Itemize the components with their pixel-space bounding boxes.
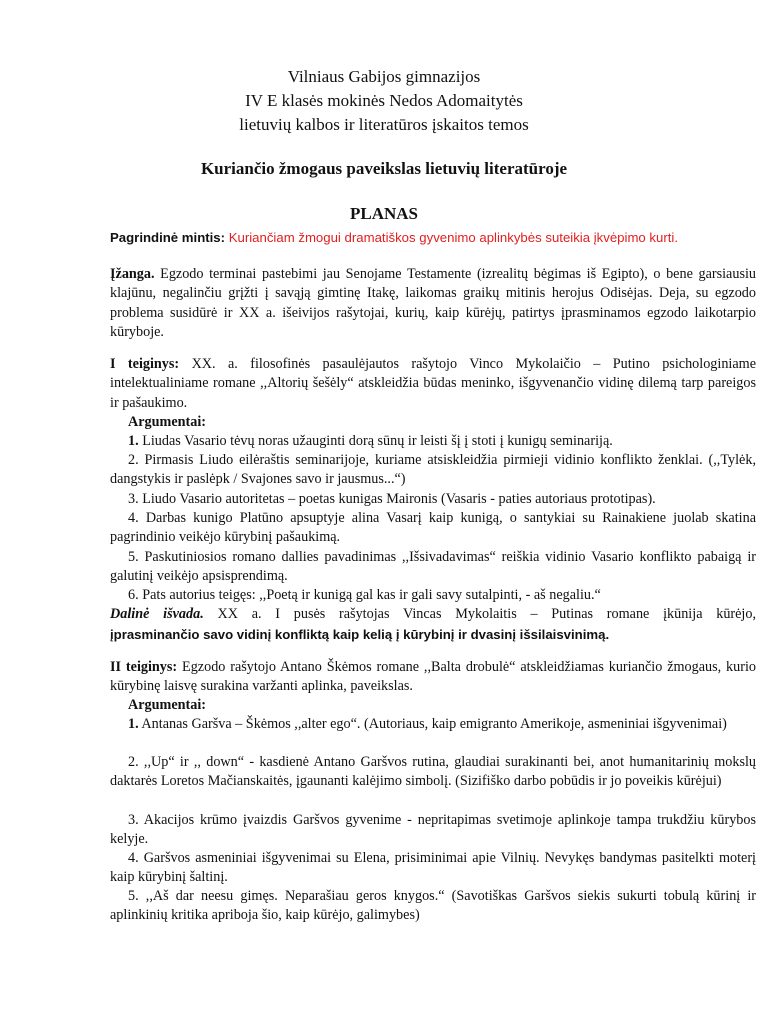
header-subject: lietuvių kalbos ir literatūros įskaitos temos — [239, 115, 529, 134]
plan-title: PLANAS — [349, 204, 418, 223]
thesis2-paragraph — [110, 658, 756, 697]
thesis2-arg-4: 4. Garšvos asmeniniai išgyvenimai su Elena, prisiminimai apie Vilnių. Nevykęs bandymas pasitelkti moterį kaip kūrybinį šaltinį. — [110, 850, 756, 886]
thesis1-args-label: Argumentai: — [128, 414, 207, 430]
thesis1-arg-3: 3. Liudo Vasario autoritetas – poetas kunigas Maironis (Vasaris - paties autoriaus prototipas). — [128, 491, 656, 507]
thesis1-arg-5: 5. Paskutiniosios romano dallies pavadinimas ,,Išsivadavimas“ reiškia vidinio Vasario konflikto pabaigą ir galutinį veikėjo apsisprendimą. — [110, 549, 756, 585]
thesis1-label: I teiginys: — [110, 356, 180, 372]
conclusion-text: XX a. I pusės rašytojas Vincas Mykolaitis – Putinas romane įkūnija kūrėjo, — [217, 606, 757, 622]
intro-paragraph — [110, 265, 756, 342]
topic-title: Kuriančio žmogaus paveikslas lietuvių literatūroje — [200, 159, 568, 178]
thesis1-arg-2: 2. Pirmasis Liudo eilėraštis seminarijoje, kuriame atsiskleidžia pirmieji vidinio konflikto ženklai. (,,Tylėk, dangstykis ir paslėpk / Svajones savo ir jausmus...“) — [110, 452, 756, 488]
intro-label: Įžanga. — [110, 266, 155, 282]
main-idea — [110, 228, 756, 247]
thesis1-text: XX. a. filosofinės pasaulėjautos rašytojo Vinco Mykolaičio – Putino psichologiniame intelektualiniame romane ,,Altorių šešėly“ atskleidžia būdas meninko, išgyvenančio vidinę dilemą tarp pareigos ir pašaukimo. — [110, 356, 756, 411]
thesis1-conclusion-bold: įprasminančio savo vidinį konfliktą kaip kelią į kūrybinį ir dvasinį išsilaisvinimą. — [110, 627, 610, 642]
thesis2-args-label: Argumentai: — [128, 697, 207, 713]
thesis1-arg-1: 1. Liudas Vasario tėvų noras užauginti dorą sūnų ir leisti šį į stoti į kunigų seminariją. — [128, 433, 613, 449]
thesis1-paragraph — [110, 355, 756, 413]
thesis2-text: Egzodo rašytojo Antano Škėmos romane ,,Balta drobulė“ atskleidžiamas kuriančio žmogaus, kurio kūrybinę laisvę surakina varžanti aplinka, paveikslas. — [110, 659, 757, 695]
thesis2-arg-3: 3. Akacijos krūmo įvaizdis Garšvos gyvenime - nepritapimas svetimoje aplinkoje tampa trukdžiu kūrybos kelyje. — [110, 812, 756, 848]
thesis2-arg-5: 5. ,,Aš dar neesu gimęs. Neparašiau geros knygos.“ (Savotiškas Garšvos siekis sukurti tobulą kūrinį ir aplinkinių kritika apriboja šio, kaip kūrėjo, galimybes) — [110, 888, 757, 924]
thesis2-arg-2: 2. ,,Up“ ir ,, down“ - kasdienė Antano Garšvos rutina, glaudiai surakinanti bei, anot humanitarinių mokslų daktarės Loretos Mačianskaitės, įgaunanti kalėjimo simbolį. (Sizifiško darbo pobūdis ir jo poveikis kūrėjui) — [110, 754, 756, 790]
thesis1-arg-4: 4. Darbas kunigo Platūno apsuptyje alina Vasarį kaip kunigą, o santykiai su Rainakiene juolab skatina pagrindinio veikėjo kūrybinį pašaukimą. — [110, 510, 756, 546]
conclusion-label: Dalinė išvada. — [110, 606, 204, 622]
header-student: IV E klasės mokinės Nedos Adomaitytės — [245, 91, 523, 110]
header-school: Vilniaus Gabijos gimnazijos — [287, 67, 481, 86]
thesis2-label: II teiginys: — [110, 659, 178, 675]
thesis1-arg-6: 6. Pats autorius teigęs: ,,Poetą ir kunigą gal kas ir gali savy sutalpinti, - aš negaliu.“ — [128, 587, 601, 603]
main-idea-text: Kuriančiam žmogui dramatiškos gyvenimo aplinkybės suteikia įkvėpimo kurti. — [228, 230, 679, 245]
intro-text: Egzodo terminai pastebimi jau Senojame Testamente (izrealitų bėgimas iš Egipto), o bene garsiausiu klajūnu, negalinčiu grįžti į savąją gimtinę Itakę, laikomas graikų mitinis herojus Odisėjas. Deja, su egzodo problema susidūrė ir XX a. išeivijos rašytojai, kurių, kaip kūrėjų, patirtys įprasminamos egzodo laikotarpio kūryboje. — [110, 266, 756, 340]
thesis1-conclusion — [110, 605, 756, 624]
thesis2-arg-1: 1. Antanas Garšva – Škėmos ,,alter ego“. (Autoriaus, kaip emigranto Amerikoje, asmeniniai išgyvenimai) — [128, 716, 727, 732]
main-idea-label: Pagrindinė mintis: — [110, 230, 226, 245]
